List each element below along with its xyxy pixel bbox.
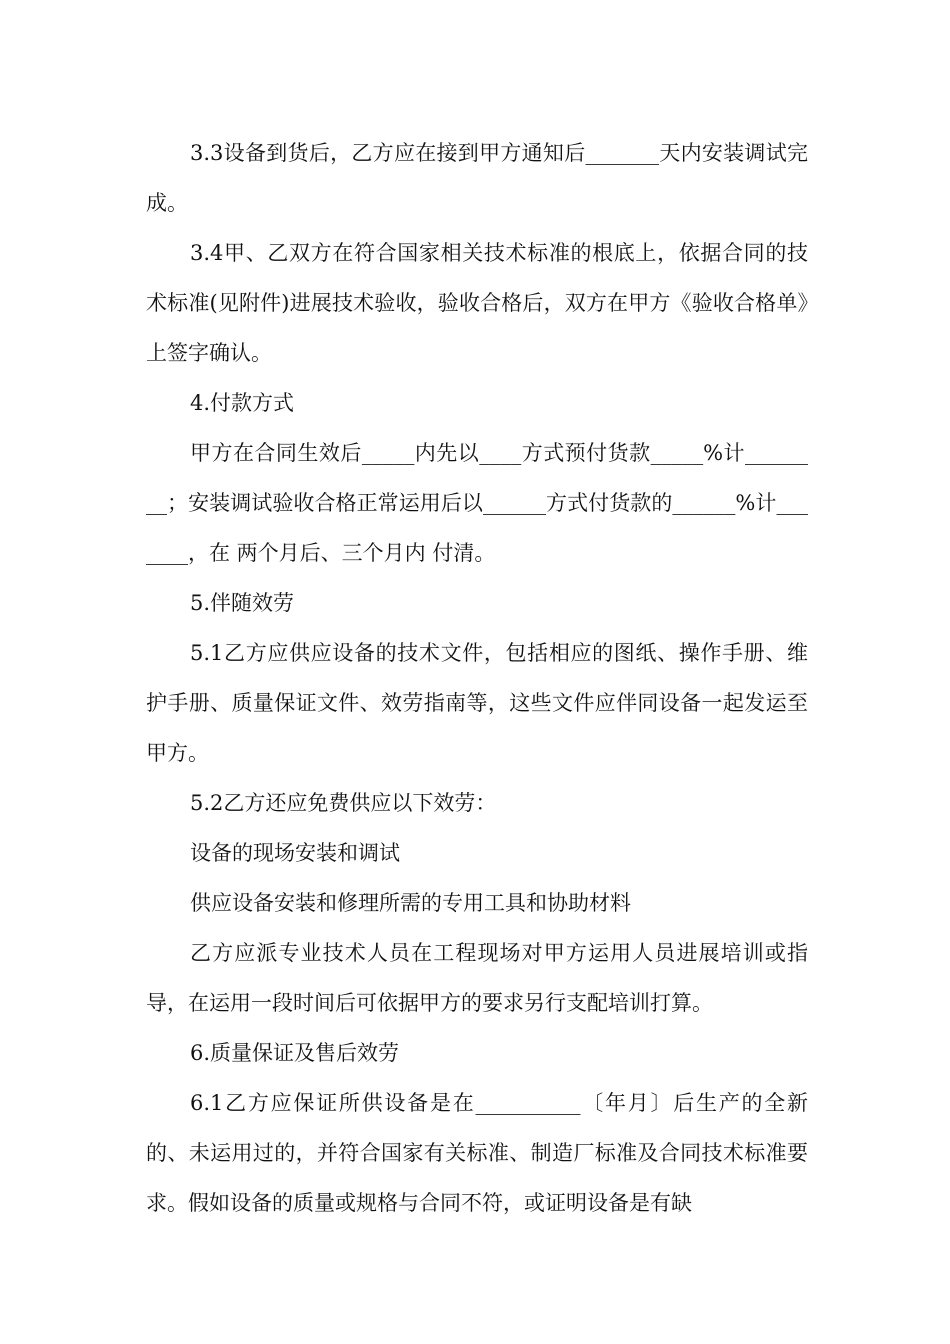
clause-5-2: 5.2乙方还应免费供应以下效劳：: [190, 791, 497, 815]
clause-6-1: 6.1乙方应保证所供设备是在__________〔年月〕后生产的全新的、未运用过的，并符合国家有关标准、制造厂标准及合同技术标准要求。假如设备的质量或规格与合同不符，或证明设备是有缺: [146, 1091, 808, 1215]
service-item-tools: 供应设备安装和修理所需的专用工具和协助材料: [190, 891, 631, 915]
section-heading-services: 5.伴随效劳: [190, 591, 295, 615]
document-body: [146, 128, 808, 1228]
clause-3-3: 3.3设备到货后，乙方应在接到甲方通知后_______天内安装调试完成。: [146, 141, 808, 215]
clause-3-4: 3.4甲、乙双方在符合国家相关技术标准的根底上，依据合同的技术标准(见附件)进展技术验收，验收合格后，双方在甲方《验收合格单》上签字确认。: [146, 241, 808, 365]
service-item-installation: 设备的现场安装和调试: [190, 841, 400, 865]
section-heading-warranty: 6.质量保证及售后效劳: [190, 1041, 400, 1065]
clause-5-1: 5.1乙方应供应设备的技术文件，包括相应的图纸、操作手册、维护手册、质量保证文件、效劳指南等，这些文件应伴同设备一起发运至甲方。: [146, 641, 808, 765]
section-heading-payment: 4.付款方式: [190, 391, 295, 415]
service-item-training: 乙方应派专业技术人员在工程现场对甲方运用人员进展培训或指导，在运用一段时间后可依据甲方的要求另行支配培训打算。: [146, 941, 808, 1015]
payment-terms: 甲方在合同生效后_____内先以____方式预付货款_____%计________；安装调试验收合格正常运用后以______方式付货款的______%计_______，在 两个月后、三个月内 付清。: [146, 441, 808, 565]
